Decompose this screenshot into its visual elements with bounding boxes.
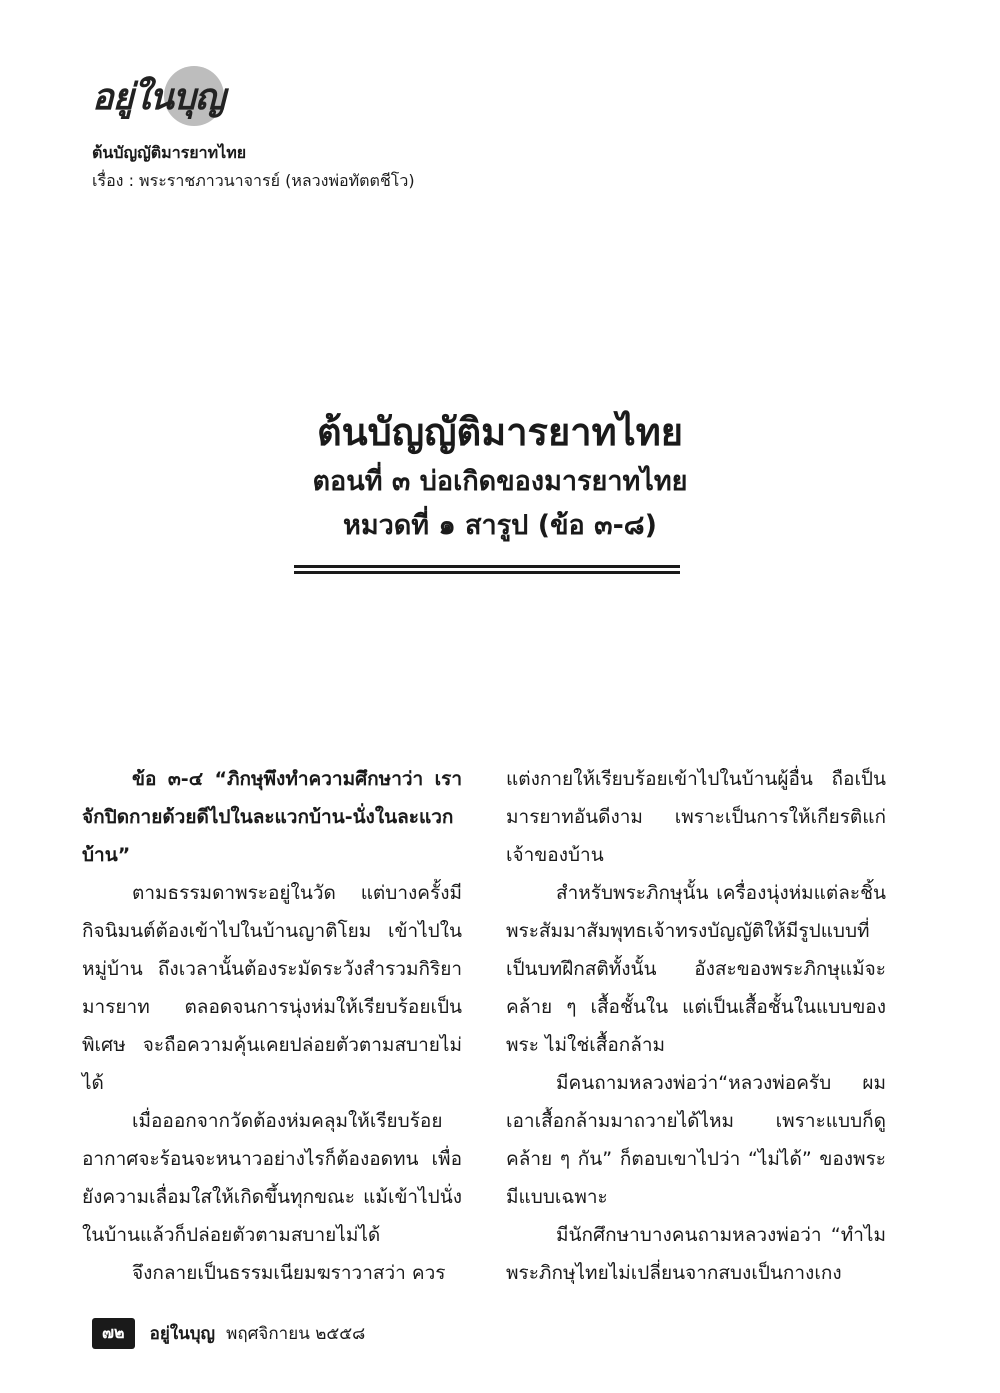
right-column <box>506 760 886 1292</box>
footer-issue-date: พฤศจิกายน ๒๕๕๘ <box>226 1324 366 1344</box>
paragraph-continued: แต่งกายให้เรียบร้อยเข้าไปในบ้านผู้อื่น ถือเป็นมารยาทอันดีงาม เพราะเป็นการให้เกียรติแก่เจ้าของบ้าน <box>506 768 886 866</box>
article-subtitle-section: หมวดที่ ๑ สารูป (ข้อ ๓-๘) <box>343 510 657 541</box>
page-footer <box>92 1318 365 1348</box>
paragraph: จึงกลายเป็นธรรมเนียมฆราวาสว่า ควร <box>132 1262 446 1284</box>
paragraph: สำหรับพระภิกษุนั้น เครื่องนุ่งห่มแต่ละชิ้นพระสัมมาสัมพุทธเจ้าทรงบัญญัติให้มีรูปแบบที่เป็นบทฝึกสติทั้งนั้น อังสะของพระภิกษุแม้จะคล้าย ๆ เสื้อชั้นใน แต่เป็นเสื้อชั้นในแบบของพระ ไม่ใช่เสื้อกล้าม <box>506 882 886 1056</box>
left-column <box>82 760 462 1292</box>
title-divider-top <box>294 565 680 568</box>
paragraph: เมื่อออกจากวัดต้องห่มคลุมให้เรียบร้อย อากาศจะร้อนจะหนาวอย่างไรก็ต้องอดทน เพื่อยังความเลื่อมใสให้เกิดขึ้นทุกขณะ แม้เข้าไปนั่งในบ้านแล้วก็ปล่อยตัวตามสบายไม่ได้ <box>82 1110 462 1246</box>
title-divider-bottom <box>294 571 680 574</box>
footer-magazine-name: อยู่ในบุญ <box>149 1324 216 1344</box>
magazine-logo <box>92 66 232 130</box>
header-title: ต้นบัญญัติมารยาทไทย <box>92 143 247 162</box>
page-number: ๗๒ <box>92 1318 135 1349</box>
logo-text: อยู่ในบุญ <box>92 76 225 118</box>
article-subtitle-episode: ตอนที่ ๓ บ่อเกิดของมารยาทไทย <box>312 466 688 497</box>
article-title: ต้นบัญญัติมารยาทไทย <box>316 410 684 454</box>
paragraph: มีคนถามหลวงพ่อว่า“หลวงพ่อครับ ผมเอาเสื้อกล้ามมาถวายได้ไหม เพราะแบบก็ดูคล้าย ๆ กัน” ก็ตอบเขาไปว่า “ไม่ได้” ของพระมีแบบเฉพาะ <box>506 1072 886 1208</box>
paragraph: ตามธรรมดาพระอยู่ในวัด แต่บางครั้งมีกิจนิมนต์ต้องเข้าไปในบ้านญาติโยม เข้าไปในหมู่บ้าน ถึงเวลานั้นต้องระมัดระวังสำรวมกิริยามารยาท ตลอดจนการนุ่งห่มให้เรียบร้อยเป็นพิเศษ จะถือความคุ้นเคยปล่อยตัวตามสบายไม่ได้ <box>82 882 462 1094</box>
rule-heading: ข้อ ๓-๔ “ภิกษุพึงทำความศึกษาว่า เราจักปิดกายด้วยดีไปในละแวกบ้าน-นั่งในละแวกบ้าน” <box>82 768 462 866</box>
header-subtitle: เรื่อง : พระราชภาวนาจารย์ (หลวงพ่อทัตตชีโว) <box>92 171 415 190</box>
article-title-block <box>0 404 1000 548</box>
paragraph: มีนักศึกษาบางคนถามหลวงพ่อว่า “ทำไมพระภิกษุไทยไม่เปลี่ยนจากสบงเป็นกางเกง <box>506 1224 886 1284</box>
